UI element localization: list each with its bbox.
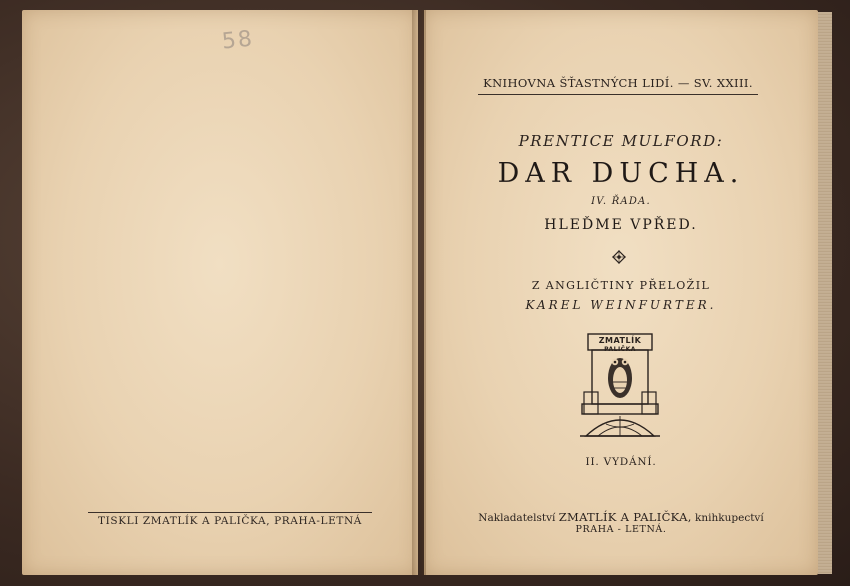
publisher-line — [424, 510, 818, 524]
ornament-icon — [612, 250, 626, 264]
series-heading: KNIHOVNA ŠŤASTNÝCH LIDÍ. — SV. XXIII. — [478, 76, 758, 95]
translation-note: Z ANGLIČTINY PŘELOŽIL — [531, 279, 711, 292]
series-part: IV. ŘADA. — [591, 196, 651, 207]
publisher-prefix: Nakladatelství — [478, 512, 559, 524]
book-title: DAR DUCHA. — [497, 158, 745, 189]
printer-colophon: TISKLI ZMATLÍK A PALIČKA, PRAHA-LETNÁ — [88, 512, 372, 527]
publisher-name: ZMATLÍK A PALIČKA, — [558, 510, 692, 524]
logo-line-1: ZMATLÍK — [598, 336, 642, 345]
publisher-owl-logo — [578, 332, 662, 440]
translator-name: KAREL WEINFURTER. — [525, 298, 717, 312]
publisher-city: PRAHA - LETNÁ. — [575, 524, 667, 535]
left-page — [22, 10, 418, 575]
edition-label: II. VYDÁNÍ. — [585, 456, 657, 468]
book-subtitle: HLEĎME VPŘED. — [544, 217, 698, 233]
page-edges — [818, 12, 832, 574]
author-name: PRENTICE MULFORD: — [518, 132, 724, 150]
publisher-suffix: knihkupectví — [691, 512, 764, 524]
book-gutter — [412, 10, 426, 575]
pencil-mark: 58 — [220, 26, 256, 55]
logo-line-2: PALIČKA — [604, 346, 636, 353]
